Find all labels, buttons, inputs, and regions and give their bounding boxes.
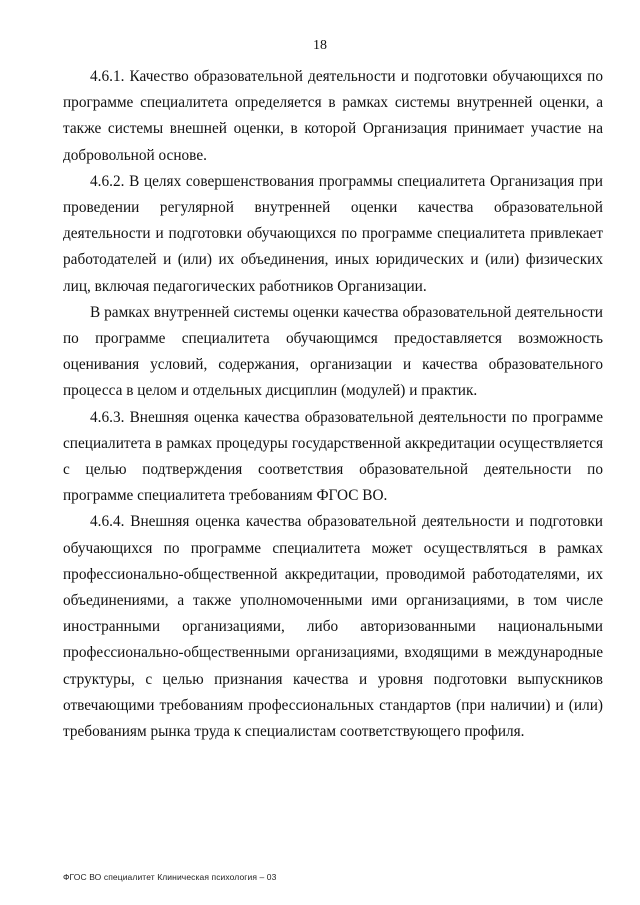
paragraph-4-6-1: 4.6.1. Качество образовательной деятельности и подготовки обучающихся по программе специалитета определяется в рамках системы внутренней оценки, а также системы внешней оценки, в которой Организация принимает участие на добровольной основе. xyxy=(63,68,603,164)
paragraph-4-6-3: 4.6.3. Внешняя оценка качества образовательной деятельности по программе специалитета в рамках процедуры государственной аккредитации осуществляется с целью подтверждения соответствия образовательной деятельности по программе специалитета требованиям ФГОС ВО. xyxy=(63,408,603,505)
document-body xyxy=(63,64,603,745)
paragraph-4-6-2: 4.6.2. В целях совершенствования программы специалитета Организация при проведении регулярной внутренней оценки качества образовательной деятельности и подготовки обучающихся по программе специалитета привлекает работодателей и (или) их объединения, иных юридических и (или) физических лиц, включая педагогических работников Организации. xyxy=(63,172,603,295)
paragraph-4-6-4: 4.6.4. Внешняя оценка качества образовательной деятельности и подготовки обучающихся по программе специалитета может осуществляться в рамках профессионально-общественной аккредитации, проводимой работодателями, их объединениями, а также уполномоченными ими организациями, в том числе иностранными организациями, либо авторизованными национальными профессионально-общественными организациями, входящими в международные структуры, с целью признания качества и уровня подготовки выпускников отвечающими требованиям профессиональных стандартов (при наличии) и (или) требованиям рынка труда к специалистам соответствующего профиля. xyxy=(63,513,603,741)
paragraph-internal-assessment: В рамках внутренней системы оценки качества образовательной деятельности по программе специалитета обучающимся предоставляется возможность оценивания условий, содержания, организации и качества образовательного процесса в целом и отдельных дисциплин (модулей) и практик. xyxy=(63,303,603,400)
page-footer: ФГОС ВО специалитет Клиническая психология – 03 xyxy=(63,872,277,882)
page-number: 18 xyxy=(313,38,327,53)
